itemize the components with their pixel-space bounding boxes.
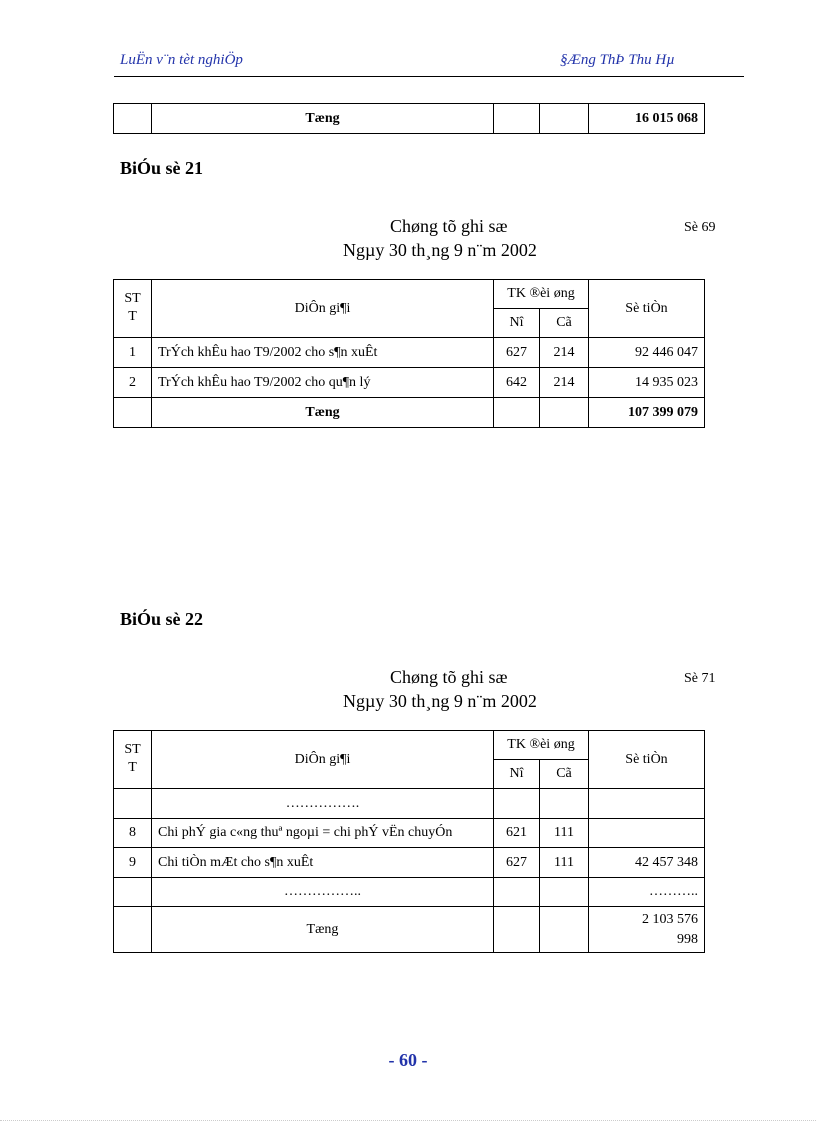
section22-so: Sè 71 [684, 671, 716, 686]
cell-empty [540, 878, 589, 907]
section21-title: Chøng tõ ghi sæ [390, 216, 508, 236]
row-no: 642 [494, 368, 540, 398]
total-value-line2: 998 [677, 931, 698, 947]
section22-date: Ngµy 30 th¸ng 9 n¨m 2002 [343, 691, 537, 711]
row-stt: 1 [114, 338, 152, 368]
cell-empty [494, 907, 540, 953]
row-amount: 14 935 023 [589, 368, 705, 398]
row-stt: 2 [114, 368, 152, 398]
table-row [114, 368, 705, 398]
row-desc: Chi phÝ gia c«ng thuª ngoµi = chi phÝ vËn chuyÓn [152, 819, 494, 848]
cell-empty [114, 104, 152, 134]
total-value-line1: 2 103 576 [642, 911, 698, 927]
section21-date: Ngµy 30 th¸ng 9 n¨m 2002 [343, 240, 537, 260]
table-row [114, 848, 705, 878]
col-header-stt: ST T [114, 280, 152, 338]
cell-empty [494, 789, 540, 819]
col-header-tk: TK ®èi øng [494, 731, 589, 760]
total-value: 107 399 079 [589, 398, 705, 428]
total-row [114, 907, 705, 953]
section22-table [113, 730, 705, 953]
row-co: 214 [540, 338, 589, 368]
cell-empty [540, 789, 589, 819]
page-number: - 60 - [388, 1050, 428, 1070]
col-header-no: Nî [494, 760, 540, 789]
total-label: Tæng [152, 907, 494, 953]
row-amount [589, 819, 705, 848]
row-no: 627 [494, 848, 540, 878]
col-header-co: Cã [540, 760, 589, 789]
table-row [114, 819, 705, 848]
col-header-stt: ST T [114, 731, 152, 789]
col-header-tk: TK ®èi øng [494, 280, 589, 309]
bottom-divider [0, 1120, 816, 1121]
section21-heading: BiÓu sè 21 [120, 158, 204, 178]
cell-empty [540, 907, 589, 953]
col-header-dien-giai: DiÔn gi¶i [152, 280, 494, 338]
section21-table [113, 279, 705, 428]
col-header-so-tien: Sè tiÒn [589, 731, 705, 789]
cell-empty [589, 789, 705, 819]
table-row [114, 338, 705, 368]
cell-empty [494, 398, 540, 428]
top-total-table [113, 103, 705, 134]
row-desc-ellipsis: …………….. [152, 878, 494, 907]
table-row [114, 789, 705, 819]
cell-empty [494, 878, 540, 907]
cell-empty [494, 104, 540, 134]
cell-empty [114, 398, 152, 428]
row-amount-ellipsis: ……….. [589, 878, 705, 907]
cell-empty [114, 789, 152, 819]
row-no: 627 [494, 338, 540, 368]
row-stt: 8 [114, 819, 152, 848]
cell-empty [114, 907, 152, 953]
table-row [114, 878, 705, 907]
row-stt: 9 [114, 848, 152, 878]
header-thesis-title: LuËn v¨n tèt nghiÖp [120, 52, 243, 68]
total-label: Tæng [152, 398, 494, 428]
section22-title: Chøng tõ ghi sæ [390, 667, 508, 687]
row-desc: TrÝch khÊu hao T9/2002 cho s¶n xuÊt [152, 338, 494, 368]
top-total-value: 16 015 068 [589, 104, 705, 134]
col-header-dien-giai: DiÔn gi¶i [152, 731, 494, 789]
row-desc: Chi tiÒn mÆt cho s¶n xuÊt [152, 848, 494, 878]
row-amount: 92 446 047 [589, 338, 705, 368]
row-co: 111 [540, 848, 589, 878]
col-header-co: Cã [540, 309, 589, 338]
row-desc-ellipsis: ……………. [152, 789, 494, 819]
section22-heading: BiÓu sè 22 [120, 609, 204, 629]
row-desc: TrÝch khÊu hao T9/2002 cho qu¶n lý [152, 368, 494, 398]
row-amount: 42 457 348 [589, 848, 705, 878]
row-co: 214 [540, 368, 589, 398]
total-row [114, 398, 705, 428]
col-header-so-tien: Sè tiÒn [589, 280, 705, 338]
row-no: 621 [494, 819, 540, 848]
section21-so: Sè 69 [684, 220, 716, 235]
row-co: 111 [540, 819, 589, 848]
page-header [114, 52, 744, 77]
cell-empty [540, 398, 589, 428]
total-value [589, 907, 705, 953]
col-header-no: Nî [494, 309, 540, 338]
cell-empty [540, 104, 589, 134]
top-total-label: Tæng [152, 104, 494, 134]
cell-empty [114, 878, 152, 907]
header-author: §Æng ThÞ Thu Hµ [560, 52, 675, 68]
